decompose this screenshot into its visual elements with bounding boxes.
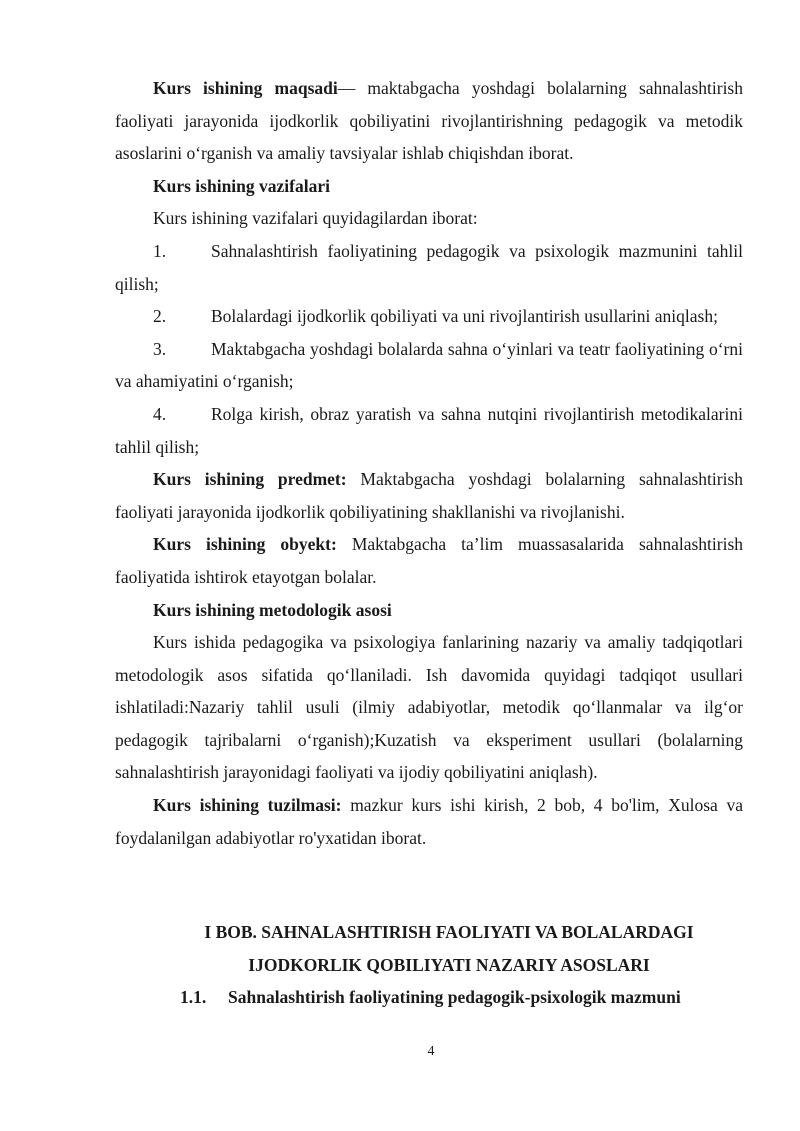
task-text: Bolalardagi ijodkorlik qobiliyati va uni rivojlantirish usullarini aniqlash;	[211, 306, 718, 327]
task-number: 2.	[153, 306, 167, 327]
chapter-title-line-1: I BOB. SAHNALASHTIRISH FAOLIYATI VA BOLALARDAGI	[204, 922, 694, 943]
task-item	[115, 398, 743, 463]
tasks-intro: Kurs ishining vazifalari quyidagilardan iborat:	[153, 208, 478, 229]
task-item	[115, 300, 743, 333]
task-text: Sahnalashtirish faoliyatining pedagogik va psixologik mazmunini tahlil qilish;	[115, 240, 743, 294]
task-number: 3.	[153, 338, 167, 359]
task-item	[115, 235, 743, 300]
page-number: 4	[427, 1044, 435, 1059]
tasks-heading-text: Kurs ishining vazifalari	[153, 175, 330, 196]
task-number: 4.	[153, 403, 167, 424]
subject-text: Maktabgacha yoshdagi bolalarning sahnalashtirish faoliyati jarayonida ijodkorlik qobiliyatining shakllanishi va rivojlanishi.	[115, 469, 744, 522]
structure-paragraph	[115, 789, 743, 854]
methodology-heading	[115, 594, 743, 627]
methodology-paragraph: Kurs ishida pedagogika va psixologiya fanlarining nazariy va amaliy tadqiqotlari metodologik asos sifatida qo‘llaniladi. Ish davomida quyidagi tadqiqot usullari ishlatiladi:Nazariy tahlil usuli (ilmiy adabiyotlar, metodik qo‘llanmalar va ilg‘or pedagogik tajribalarni o‘rganish);Kuzatish va eksperiment usullari (bolalarning sahnalashtirish jarayonidagi faoliyati va ijodiy qobiliyatini aniqlash).	[115, 632, 743, 783]
object-paragraph	[115, 528, 743, 593]
section-heading	[115, 981, 743, 1014]
methodology-heading-text: Kurs ishining metodologik asosi	[153, 599, 392, 620]
goal-label: Kurs ishining maqsadi	[153, 78, 338, 98]
section-number: 1.1.	[180, 987, 207, 1008]
structure-label: Kurs ishining tuzilmasi:	[153, 795, 342, 816]
section-spacer	[115, 854, 743, 916]
subject-paragraph	[115, 463, 743, 528]
subject-label: Kurs ishining predmet:	[153, 469, 347, 490]
task-item	[115, 333, 743, 398]
chapter-title	[115, 916, 743, 981]
object-label: Kurs ishining obyekt:	[153, 534, 337, 555]
object-text: Maktabgacha ta’lim muassasalarida sahnalashtirish faoliyatida ishtirok etayotgan bolalar.	[115, 534, 744, 587]
task-number: 1.	[153, 240, 167, 261]
goal-paragraph	[115, 72, 743, 170]
structure-text: mazkur kurs ishi kirish, 2 bob, 4 bo'lim, Xulosa va foydalanilgan adabiyotlar ro'yxatidan iborat.	[115, 795, 744, 848]
tasks-heading	[115, 170, 743, 203]
goal-text: — maktabgacha yoshdagi bolalarning sahnalashtirish faoliyati jarayonida ijodkorlik qobiliyatini rivojlantirishning pedagogik va metodik asoslarini o‘rganish va amaliy tavsiyalar ishlab chiqishdan iborat.	[115, 78, 743, 164]
task-text: Maktabgacha yoshdagi bolalarda sahna o‘yinlari va teatr faoliyatining o‘rni va ahamiyatini o‘rganish;	[115, 338, 743, 392]
chapter-title-line-2: IJODKORLIK QOBILIYATI NAZARIY ASOSLARI	[248, 954, 650, 975]
section-title: Sahnalashtirish faoliyatining pedagogik-psixologik mazmuni	[228, 987, 681, 1008]
task-text: Rolga kirish, obraz yaratish va sahna nutqini rivojlantirish metodikalarini tahlil qilish;	[115, 403, 743, 457]
page-content	[115, 72, 743, 1014]
